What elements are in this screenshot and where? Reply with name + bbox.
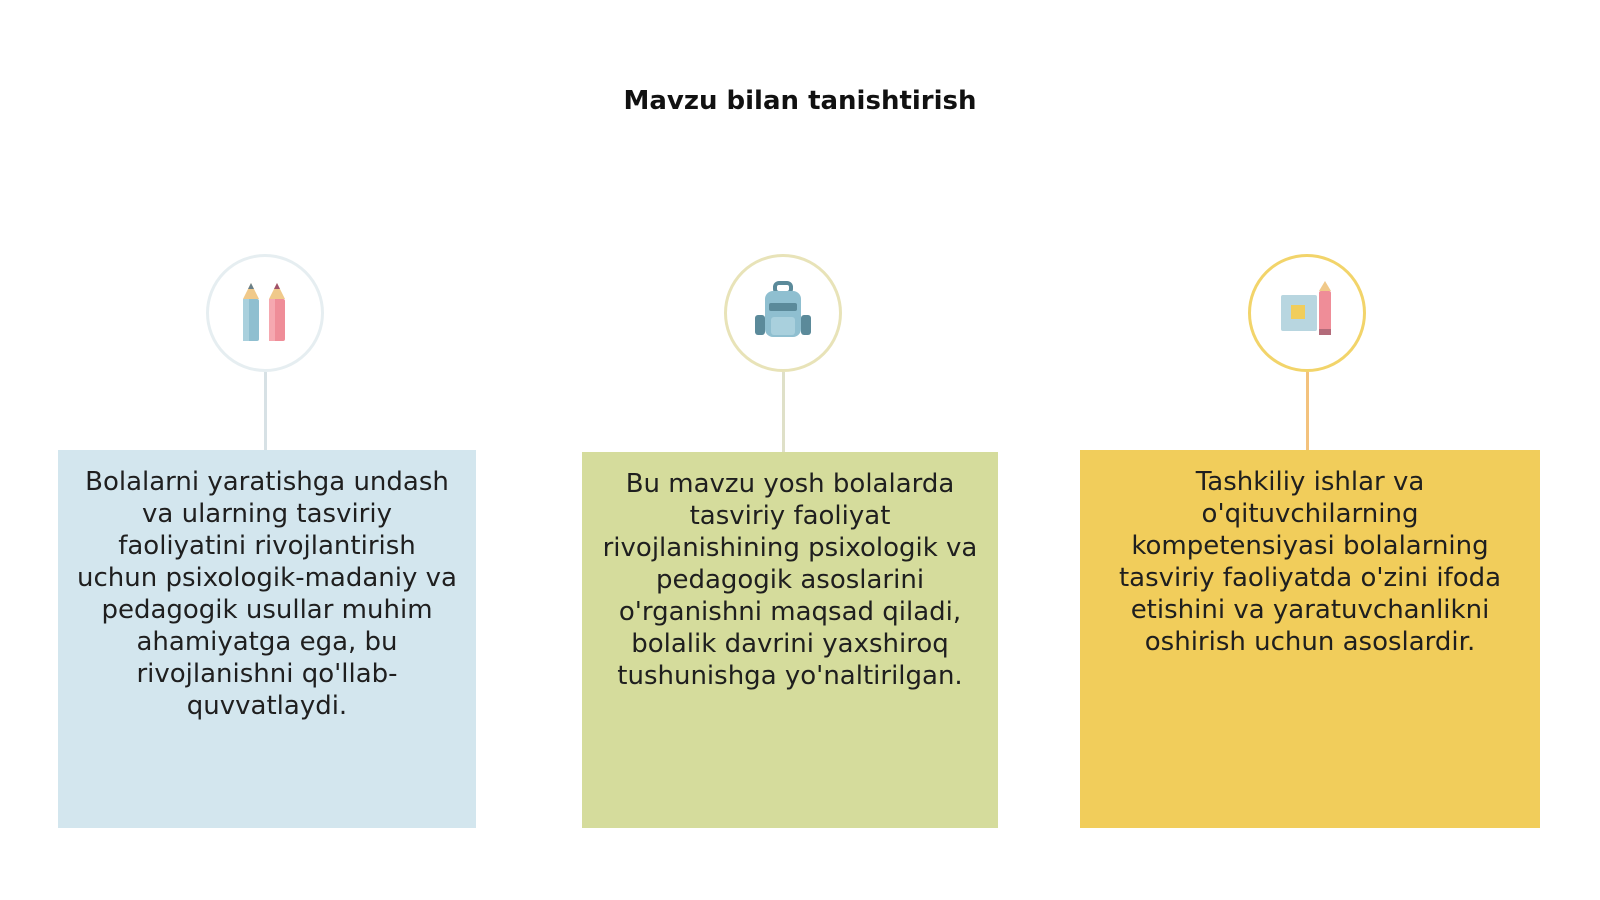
- page-title: Mavzu bilan tanishtirish: [623, 86, 977, 116]
- card-2-text: Bu mavzu yosh bolalarda tasviriy faoliyat rivojlanishining psixologik va pedagogik asoslarini o'rganishni maqsad qiladi, bolalik davrini yaxshiroq tushunishga yo'naltirilgan.: [602, 469, 978, 691]
- icon-circle-2: [724, 254, 842, 372]
- pencils-icon: [237, 279, 293, 347]
- card-1-text: Bolalarni yaratishga undash va ularning tasviriy faoliyatini rivojlantirish uchun psixologik-madaniy va pedagogik usullar muhim ahamiyatga ega, bu rivojlanishni qo'llab-quvvatlaydi.: [77, 467, 457, 721]
- card-3-text: Tashkiliy ishlar va o'qituvchilarning kompetensiyasi bolalarning tasviriy faoliyatda o'zini ifoda etishini va yaratuvchanlikni oshirish uchun asoslardir.: [1118, 467, 1502, 657]
- icon-circle-3: [1248, 254, 1366, 372]
- topic-card-3: [1080, 450, 1540, 828]
- topic-card-1: [58, 450, 476, 828]
- canvas-pencil-icon: [1277, 281, 1337, 345]
- icon-circle-1: [206, 254, 324, 372]
- connector-line-1: [264, 372, 267, 450]
- connector-line-2: [782, 372, 785, 452]
- topic-card-2: [582, 452, 998, 828]
- connector-line-3: [1306, 372, 1309, 450]
- backpack-icon: [753, 281, 813, 345]
